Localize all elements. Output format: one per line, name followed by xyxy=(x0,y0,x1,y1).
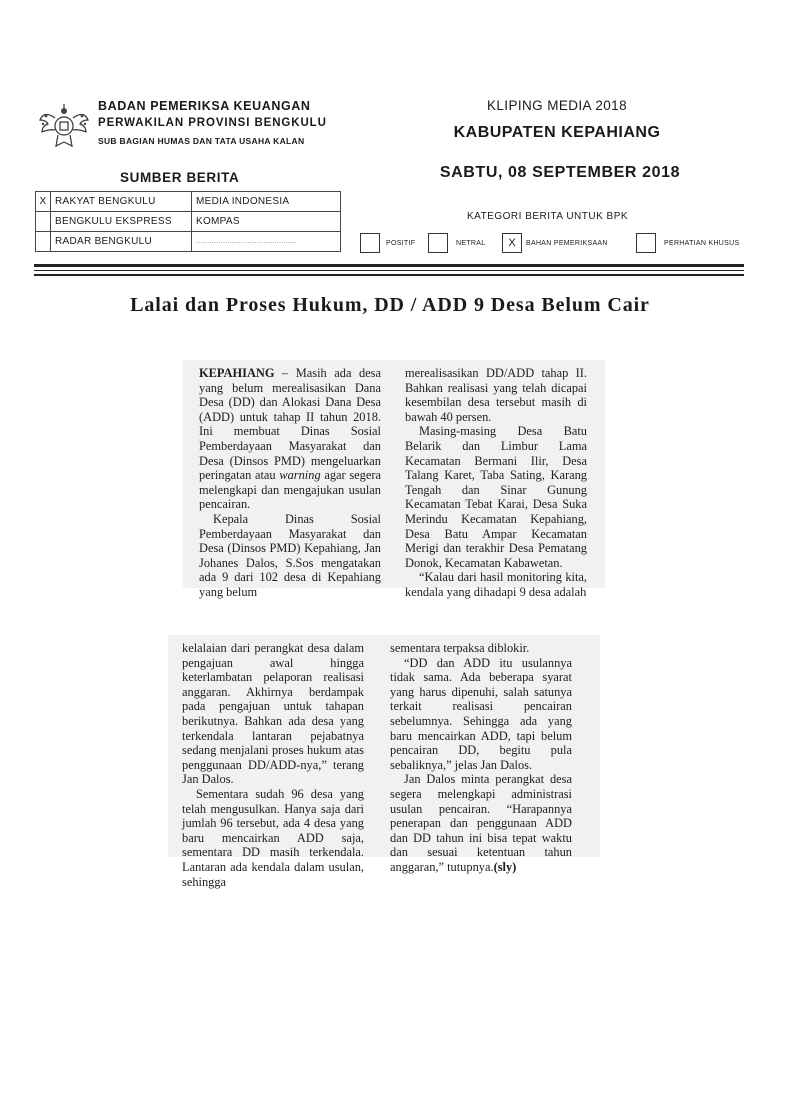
category-label: BAHAN PEMERIKSAAN xyxy=(526,240,608,247)
source-name-alt: ............................................. xyxy=(192,232,341,252)
category-checkbox: X xyxy=(502,233,522,253)
garuda-emblem-icon xyxy=(36,96,92,152)
source-name: RAKYAT BENGKULU xyxy=(51,192,192,212)
paragraph: Kepala Dinas Sosial Pemberdayaan Masyarakat dan Desa (Dinsos PMD) Kepahiang, Jan Johanes Dalos, S.Sos mengatakan ada 9 dari 102 desa di Kepahiang yang belum xyxy=(199,511,381,599)
category-section-title: KATEGORI BERITA UNTUK BPK xyxy=(467,211,629,222)
news-source-table xyxy=(35,191,341,252)
divider xyxy=(34,270,744,271)
source-name-alt: KOMPAS xyxy=(192,212,341,232)
paragraph xyxy=(390,772,572,874)
category-checkbox xyxy=(360,233,380,253)
dateline: KEPAHIANG xyxy=(199,366,275,380)
category-label: POSITIF xyxy=(386,240,416,247)
category-label: PERHATIAN KHUSUS xyxy=(664,240,740,247)
table-row xyxy=(36,192,341,212)
news-clipping-2 xyxy=(168,635,600,889)
table-row xyxy=(36,232,341,252)
divider xyxy=(34,264,744,267)
publication-date: SABTU, 08 SEPTEMBER 2018 xyxy=(439,164,681,181)
paragraph-text: agar segera melengkapi dan mengajukan usulan pencairan. xyxy=(199,468,381,512)
clipping-column xyxy=(405,366,587,600)
source-name-alt: MEDIA INDONESIA xyxy=(192,192,341,212)
clipping-column xyxy=(390,641,572,875)
source-name: BENGKULU EKSPRESS xyxy=(51,212,192,232)
paragraph-text: Jan Dalos minta perangkat desa segera melengkapi administrasi usulan pencairan. “Harapannya penerapan dan penggunaan ADD dan DD tahun ini bisa tepat waktu dan sesuai ketentuan tahun anggaran,” tutupnya. xyxy=(390,772,572,874)
category-checkbox xyxy=(636,233,656,253)
category-checkbox xyxy=(428,233,448,253)
paragraph-italic: warning xyxy=(279,468,321,483)
paragraph: Sementara sudah 96 desa yang telah mengusulkan. Hanya saja dari jumlah 96 tersebut, ada 4 desa yang baru mencairkan ADD saja, sementara DD masih terkendala. Lantaran ada kendala dalam usulan, sehingga xyxy=(182,786,364,889)
table-row xyxy=(36,212,341,232)
source-check-mark xyxy=(36,212,51,232)
region-title: KABUPATEN KEPAHIANG xyxy=(453,124,661,141)
byline: (sly) xyxy=(493,859,517,874)
paragraph: Masing-masing Desa Batu Belarik dan Limbur Lama Kecamatan Bermani Ilir, Desa Talang Karet, Taba Sating, Karang Tengah dan Sinar Gunung Kecamatan Tebat Karai, Desa Suka Merindu Kecamatan Kepahiang, Desa Batu Ampar Kecamatan Merigi dan terakhir Desa Pematang Donok, Kecamatan Kabawetan. xyxy=(405,424,587,570)
kliping-title: KLIPING MEDIA 2018 xyxy=(486,98,627,113)
paragraph: “DD dan ADD itu usulannya tidak sama. Ada beberapa syarat yang harus dipenuhi, salah satunya terkait realisasi pencairan sebelumnya. Sehingga ada yang baru mencairkan ADD, tapi belum pencairan DD, begitu pula sebaliknya,” jelas Jan Dalos. xyxy=(390,655,572,772)
paragraph-text: – Masih ada desa yang belum merealisasikan Dana Desa (DD) dan Alokasi Dana Desa (ADD) untuk tahap II tahun 2018. Ini membuat Dinas Sosial Pemberdayaan Masyarakat dan Desa (Dinsos PMD) mengeluarkan peringatan atau xyxy=(199,366,381,483)
paragraph: “Kalau dari hasil monitoring kita, kendala yang dihadapi 9 desa adalah xyxy=(405,570,587,599)
source-check-mark: X xyxy=(36,192,51,212)
article-headline: Lalai dan Proses Hukum, DD / ADD 9 Desa Belum Cair xyxy=(130,294,650,316)
divider xyxy=(34,274,744,276)
source-section-title: SUMBER BERITA xyxy=(120,170,240,185)
paragraph xyxy=(199,366,381,512)
org-subdivision: SUB BAGIAN HUMAS DAN TATA USAHA KALAN xyxy=(98,136,305,146)
source-check-mark xyxy=(36,232,51,252)
paragraph: merealisasikan DD/ADD tahap II. Bahkan realisasi yang telah dicapai kesembilan desa tersebut masih di bawah 40 persen. xyxy=(405,366,587,424)
clipping-column xyxy=(199,366,381,600)
category-label: NETRAL xyxy=(456,240,486,247)
org-branch: PERWAKILAN PROVINSI BENGKULU xyxy=(98,117,327,129)
news-clipping-1 xyxy=(183,360,605,599)
source-name: RADAR BENGKULU xyxy=(51,232,192,252)
clipping-column xyxy=(182,641,364,889)
org-name: BADAN PEMERIKSA KEUANGAN xyxy=(98,99,311,113)
paragraph: kelalaian dari perangkat desa dalam pengajuan awal hingga keterlambatan pelaporan realisasi anggaran. Akhirnya berdampak pada pengajuan untuk tahapan berikutnya. Bahkan ada desa yang terkendala lantaran pejabatnya sedang menjalani proses hukum atas penggunaan DD/ADD-nya,” terang Jan Dalos. xyxy=(182,641,364,787)
paragraph: sementara terpaksa diblokir. xyxy=(390,641,530,655)
